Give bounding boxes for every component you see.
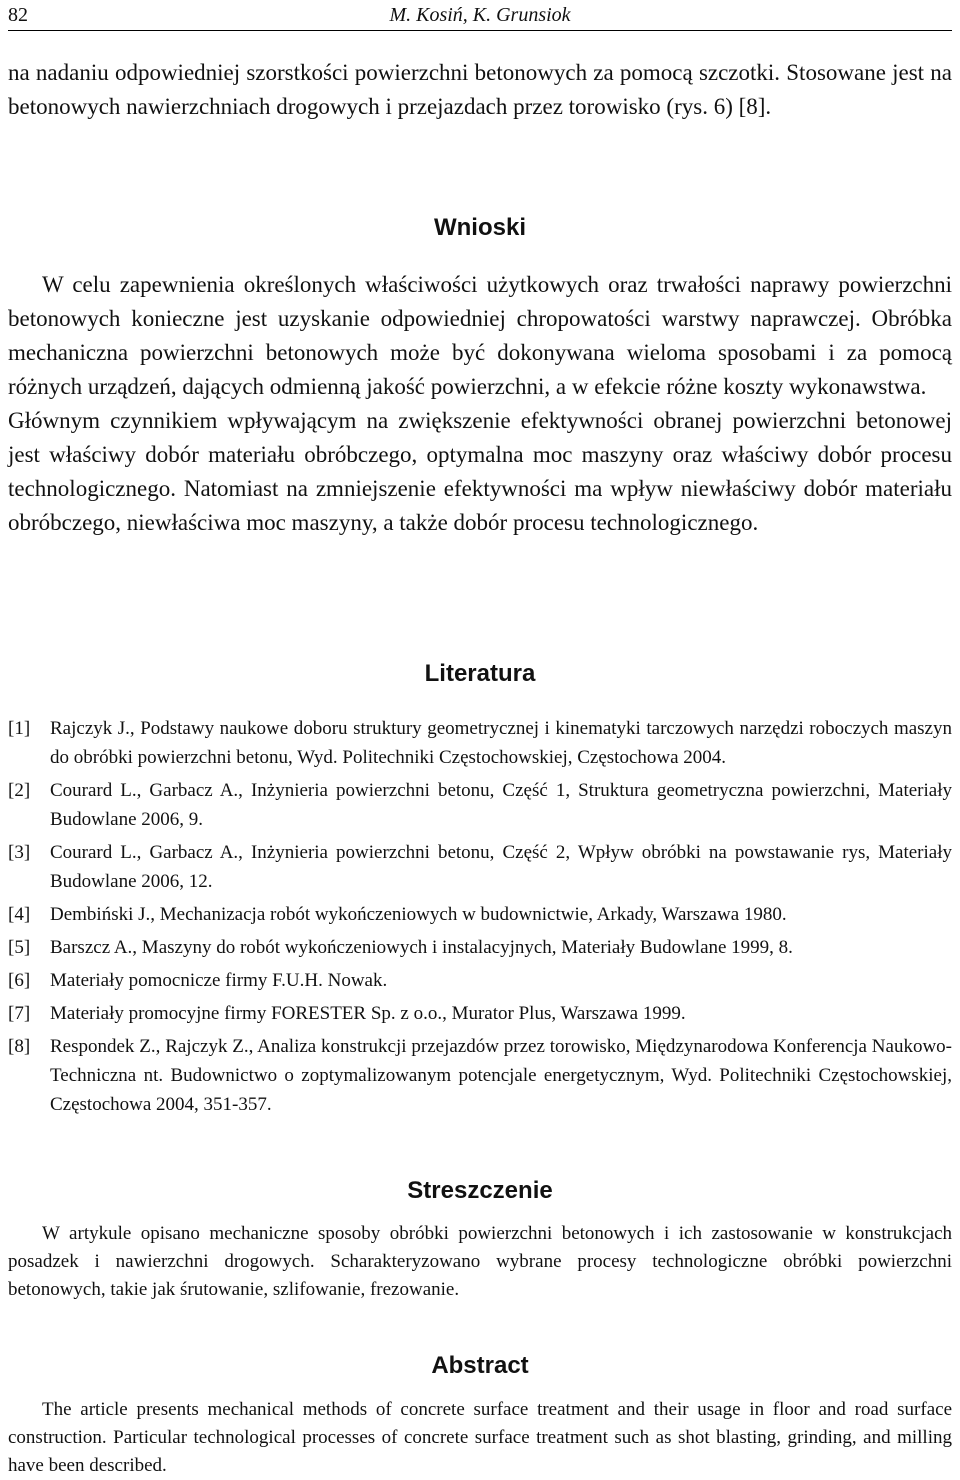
reference-number: [2] xyxy=(8,780,31,801)
running-head: M. Kosiń, K. Grunsiok xyxy=(389,4,571,26)
summary-text: W artykule opisano mechaniczne sposoby obróbki powierzchni betonowych i ich zastosowanie w konstrukcjach posadzek i nawierzchni drogowych. Scharakteryzowano wybrane procesy technologiczne obróbki powierzchni betonowych, takie jak śrutowanie, szlifowanie, frezowanie. xyxy=(8,1223,952,1300)
reference-text: Courard L., Garbacz A., Inżynieria powierzchni betonu, Część 2, Wpływ obróbki na powstawanie rys, Materiały Budowlane 2006, 12. xyxy=(50,842,952,892)
reference-number: [4] xyxy=(8,904,31,925)
reference-text: Dembiński J., Mechanizacja robót wykończeniowych w budownictwie, Arkady, Warszawa 1980. xyxy=(50,904,787,925)
reference-item xyxy=(8,1032,952,1119)
page-header xyxy=(8,2,952,31)
reference-item xyxy=(8,838,952,896)
reference-number: [5] xyxy=(8,937,31,958)
reference-text: Barszcz A., Maszyny do robót wykończeniowych i instalacyjnych, Materiały Budowlane 1999, 8. xyxy=(50,937,793,958)
literature-title: Literatura xyxy=(424,660,536,687)
reference-list xyxy=(8,714,952,1123)
reference-item xyxy=(8,776,952,834)
reference-number: [8] xyxy=(8,1036,31,1057)
reference-number: [3] xyxy=(8,842,31,863)
reference-item xyxy=(8,900,952,929)
reference-text: Respondek Z., Rajczyk Z., Analiza konstrukcji przejazdów przez torowisko, Międzynarodowa Konferencja Naukowo-Techniczna nt. Budownictwo o zoptymalizowanym potencjale energetycznym, Wyd. Politechniki Częstochowskiej, Częstochowa 2004, 351-357. xyxy=(50,1036,952,1115)
reference-text: Courard L., Garbacz A., Inżynieria powierzchni betonu, Część 1, Struktura geometryczna powierzchni, Materiały Budowlane 2006, 9. xyxy=(50,780,952,830)
summary-title: Streszczenie xyxy=(407,1177,553,1204)
intro-paragraph: na nadaniu odpowiedniej szorstkości powierzchni betonowych za pomocą szczotki. Stosowane jest na betonowych nawierzchniach drogowych i przejazdach przez torowisko (rys. 6) [8]. xyxy=(8,60,952,119)
conclusions-paragraph: Głównym czynnikiem wpływającym na zwiększenie efektywności obranej powierzchni betonowej jest właściwy dobór materiału obróbczego, optymalna moc maszyny oraz właściwy dobór procesu technologicznego. Natomiast na zmniejszenie efektywności ma wpływ niewłaściwy dobór materiału obróbczego, niewłaściwa moc maszyny, a także dobór procesu technologicznego. xyxy=(8,408,952,535)
reference-number: [1] xyxy=(8,718,31,739)
reference-item xyxy=(8,933,952,962)
reference-item xyxy=(8,714,952,772)
reference-item xyxy=(8,966,952,995)
conclusions-body xyxy=(8,268,952,540)
abstract-title: Abstract xyxy=(431,1352,529,1379)
reference-text: Materiały pomocnicze firmy F.U.H. Nowak. xyxy=(50,970,388,991)
reference-text: Rajczyk J., Podstawy naukowe doboru struktury geometrycznej i kinematyki tarczowych narzędzi roboczych maszyn do obróbki powierzchni betonu, Wyd. Politechniki Częstochowskiej, Częstochowa 2004. xyxy=(50,718,952,768)
conclusions-paragraph: W celu zapewnienia określonych właściwości użytkowych oraz trwałości naprawy powierzchni betonowych konieczne jest uzyskanie odpowiedniej chropowatości warstwy naprawczej. Obróbka mechaniczna powierzchni betonowych może być dokonywana wieloma sposobami i za pomocą różnych urządzeń, dających odmienną jakość powierzchni, a w efekcie różne koszty wykonawstwa. xyxy=(8,272,952,399)
conclusions-title: Wnioski xyxy=(433,214,526,241)
page-number: 82 xyxy=(8,4,28,26)
reference-number: [7] xyxy=(8,1003,31,1024)
abstract-text: The article presents mechanical methods of concrete surface treatment and their usage in floor and road surface construction. Particular technological processes of concrete surface treatment such as shot blasting, grinding, and milling have been described. xyxy=(8,1399,952,1476)
reference-text: Materiały promocyjne firmy FORESTER Sp. z o.o., Murator Plus, Warszawa 1999. xyxy=(50,1003,686,1024)
reference-number: [6] xyxy=(8,970,31,991)
reference-item xyxy=(8,999,952,1028)
